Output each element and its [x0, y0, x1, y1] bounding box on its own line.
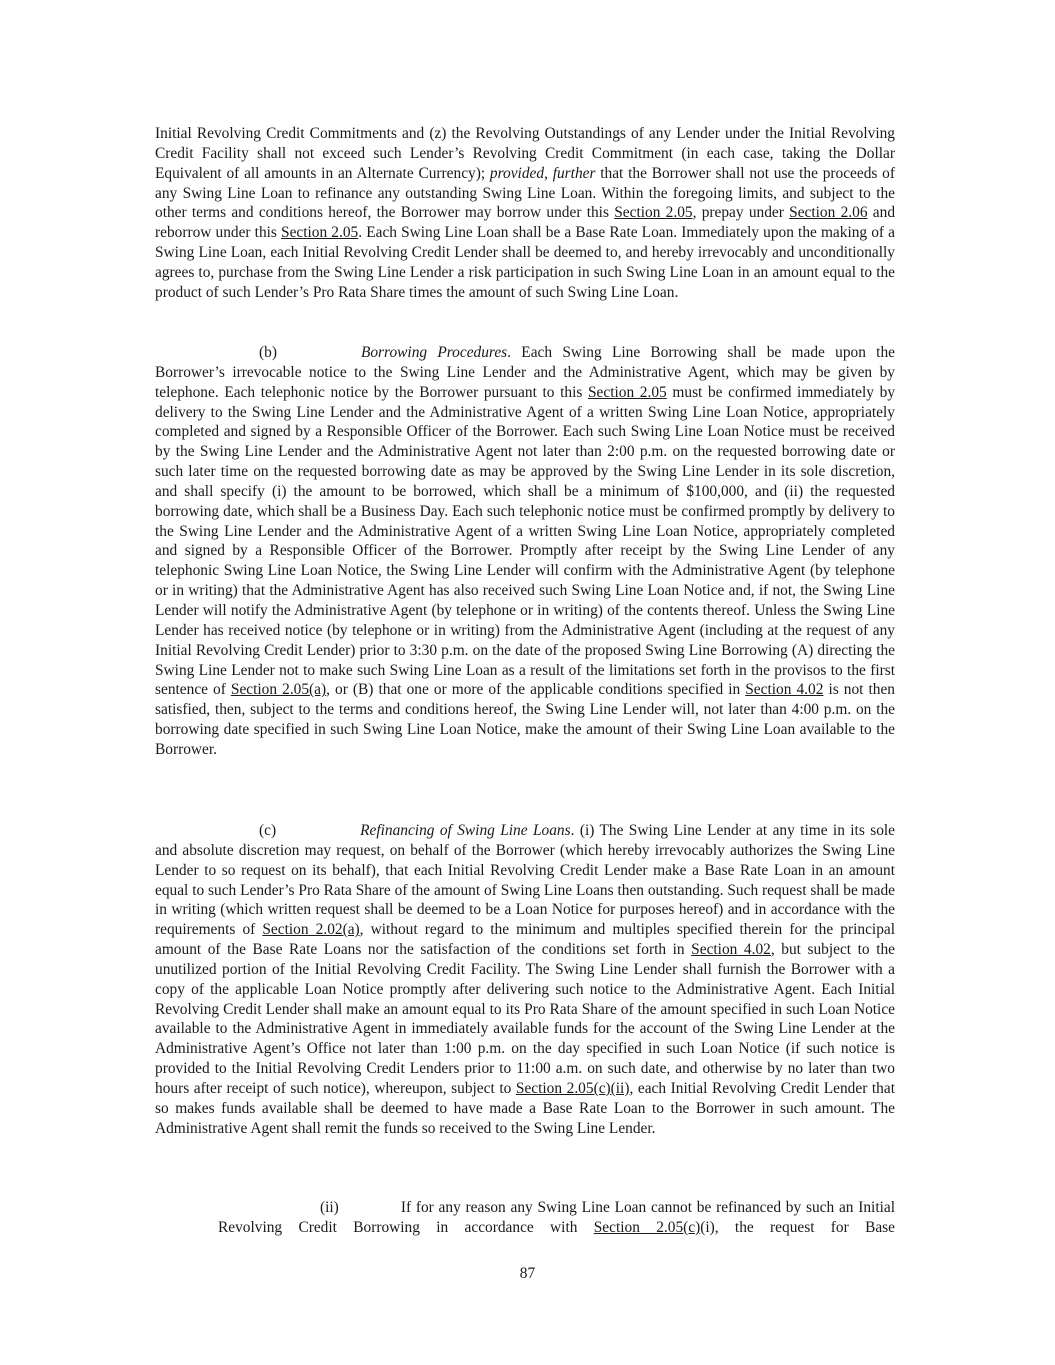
- text-run: ,: [544, 164, 553, 182]
- paragraph-b: [155, 343, 895, 760]
- text-run: . Each Swing Line Borrowing shall be made upon the Borrower’s irrevocable notice to the Swing Line Lender and the Administrative Agent, which may be given by telephone. Each telephonic notice by the Borrower pursuant to this: [155, 344, 895, 401]
- paragraph-c: [155, 821, 895, 1139]
- text-run: , prepay under: [692, 204, 790, 222]
- section-reference: Section 2.05: [281, 224, 359, 242]
- italic-term: provided: [489, 164, 545, 182]
- text-run: , but subject to the unutilized portion of the Initial Revolving Credit Facility. The Swing Line Lender shall furnish the Borrower with a copy of the applicable Loan Notice promptly after delivering such notice to the Administrative Agent. Each Initial Revolving Credit Lender shall make an amount equal to its Pro Rata Share of the amount specified in such Loan Notice available to the Administrative Agent in immediately available funds for the account of the Swing Line Lender at the Administrative Agent’s Office not later than 1:00 p.m. on the day specified in such Loan Notice (if such notice is provided to the Initial Revolving Credit Lenders prior to 11:00 a.m. on such date, and otherwise by no later than two hours after receipt of such notice), whereupon, subject to: [155, 941, 895, 1097]
- paragraph-heading: Borrowing Procedures: [360, 344, 508, 361]
- section-reference: Section 2.02(a): [262, 921, 360, 939]
- paragraph-label: (c): [259, 822, 277, 839]
- paragraph-a-continuation: [155, 124, 895, 303]
- text-run: . (i) The Swing Line Lender at any time in its sole and absolute discretion may request, on behalf of the Borrower (which hereby irrevocably authorizes the Swing Line Lender to so request on its behalf), that each Initial Revolving Credit Lender make a Base Rate Loan in an amount equal to such Lender’s Pro Rata Share of the amount of Swing Line Loans then outstanding. Such request shall be made in writing (which written request shall be deemed to be a Loan Notice for purposes hereof) and in accordance with the requirements of: [155, 822, 895, 939]
- text-run: and reborrow under this: [155, 204, 896, 242]
- paragraph-c-ii: [218, 1198, 895, 1238]
- section-reference: Section 2.05: [588, 383, 667, 401]
- text-run: is not then satisfied, then, subject to the terms and conditions hereof, the Swing Line Lender will, not later than 4:00 p.m. on the borrowing date specified in such Swing Line Loan Notice, make the amount of their Swing Line Loan available to the Borrower.: [155, 681, 895, 758]
- section-reference: Section 2.06: [789, 204, 868, 222]
- section-reference: Section 2.05(a): [230, 681, 327, 699]
- paragraph-label: (ii): [320, 1199, 339, 1216]
- text-run: . Each Swing Line Loan shall be a Base Rate Loan. Immediately upon the making of a Swing Line Loan, each Initial Revolving Credit Lender shall be deemed to, and hereby irrevocably and unconditionally agrees to, purchase from the Swing Line Lender a risk participation in such Swing Line Loan in an amount equal to the product of such Lender’s Pro Rata Share times the amount of such Swing Line Loan.: [155, 224, 895, 301]
- paragraph-heading: Refinancing of Swing Line Loans: [360, 822, 571, 839]
- text-run: (i), the request for Base: [700, 1218, 895, 1236]
- section-reference: Section 4.02: [691, 941, 771, 959]
- page-number: 87: [519, 1265, 536, 1282]
- text-run: , without regard to the minimum and multiples specified therein for the principal amount of the Base Rate Loans nor the satisfaction of the conditions set forth in: [155, 921, 895, 959]
- section-reference: Section 2.05: [614, 204, 693, 222]
- text-run: that the Borrower shall not use the proceeds of any Swing Line Loan to refinance any outstanding Swing Line Loan. Within the foregoing limits, and subject to the other terms and conditions hereof, the Borrower may borrow under this: [155, 164, 895, 222]
- text-run: , or (B) that one or more of the applicable conditions specified in: [326, 681, 746, 699]
- text-run: , each Initial Revolving Credit Lender that so makes funds available shall be deemed to have made a Base Rate Loan to the Borrower in such amount. The Administrative Agent shall remit the funds so received to the Swing Line Lender.: [155, 1079, 895, 1137]
- text-run: If for any reason any Swing Line Loan cannot be refinanced by such an Initial Revolving Credit Borrowing in accordance with: [218, 1199, 895, 1236]
- text-run: must be confirmed immediately by delivery to the Swing Line Lender and the Administrative Agent of a written Swing Line Loan Notice, appropriately completed and signed by a Responsible Officer of the Borrower. Each such Swing Line Loan Notice must be received by the Swing Line Lender and the Administrative Agent not later than 2:00 p.m. on the requested borrowing date or such later time on the requested borrowing date as may be approved by the Swing Line Lender in its sole discretion, and shall specify (i) the amount to be borrowed, which shall be a minimum of $100,000, and (ii) the requested borrowing date, which shall be a Business Day. Each such telephonic notice must be confirmed promptly by delivery to the Swing Line Lender and the Administrative Agent of a written Swing Line Loan Notice, appropriately completed and signed by a Responsible Officer of the Borrower. Promptly after receipt by the Swing Line Lender of any telephonic Swing Line Loan Notice, the Swing Line Lender will confirm with the Administrative Agent (by telephone or in writing) that the Administrative Agent has also received such Swing Line Loan Notice and, if not, the Swing Line Lender will notify the Administrative Agent (by telephone or in writing) of the contents thereof. Unless the Swing Line Lender has received notice (by telephone or in writing) from the Administrative Agent (including at the request of any Initial Revolving Credit Lender) prior to 3:30 p.m. on the date of the proposed Swing Line Borrowing (A) directing the Swing Line Lender not to make such Swing Line Loan as a result of the limitations set forth in the provisos to the first sentence of: [155, 383, 896, 699]
- section-reference: Section 2.05(c): [593, 1218, 701, 1236]
- section-reference: Section 4.02: [745, 681, 824, 699]
- text-run: Initial Revolving Credit Commitments and (z) the Revolving Outstandings of any Lender under the Initial Revolving Credit Facility shall not exceed such Lender’s Revolving Credit Commitment (in each case, taking the Dollar Equivalent of all amounts in an Alternate Currency);: [155, 125, 895, 182]
- section-reference: Section 2.05(c)(ii): [515, 1079, 630, 1097]
- paragraph-label: (b): [259, 344, 277, 361]
- italic-term: further: [552, 164, 596, 182]
